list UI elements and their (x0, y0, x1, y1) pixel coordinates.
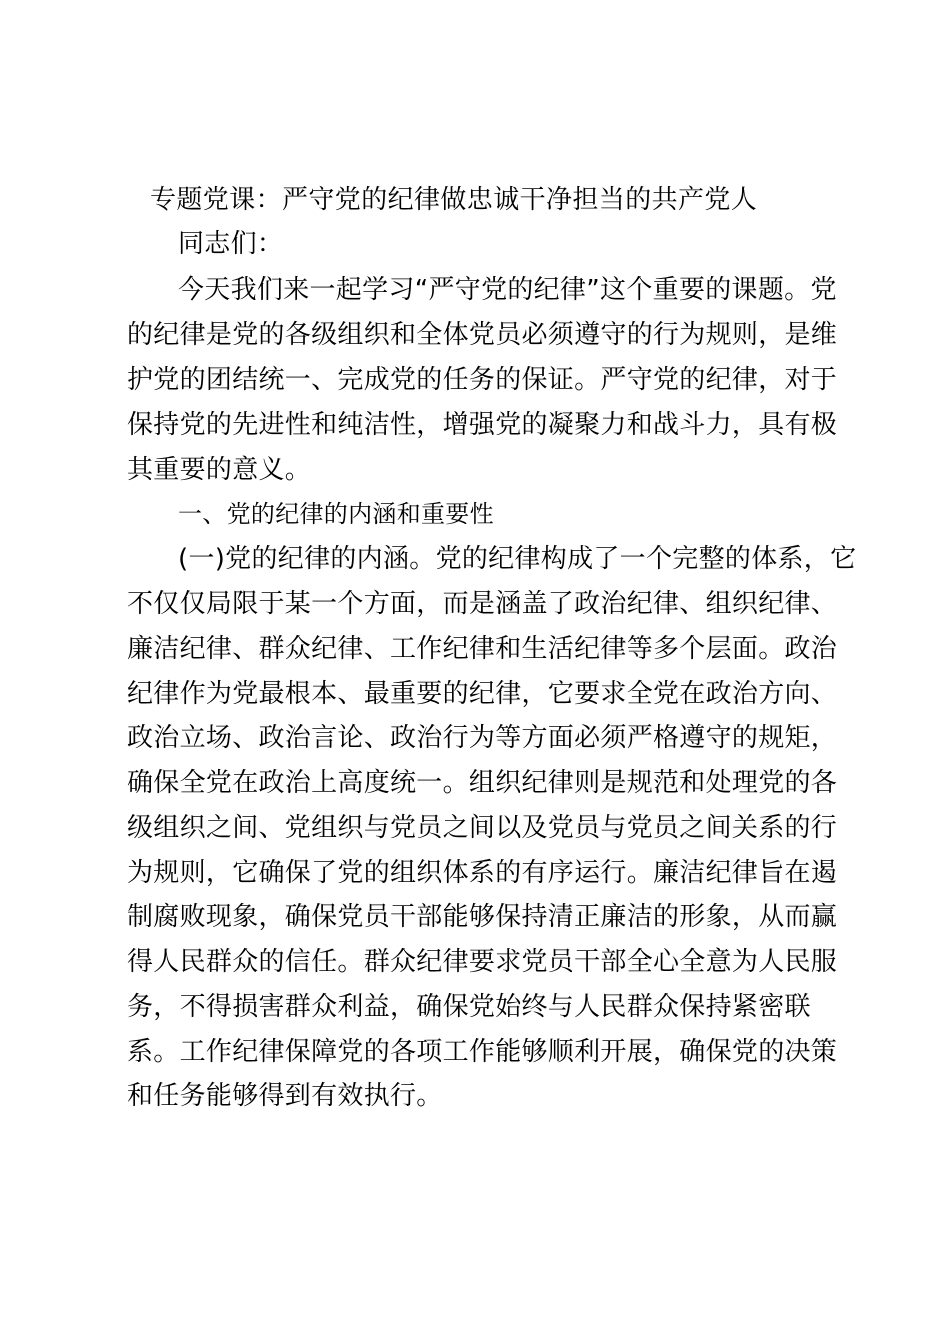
body-line: 和任务能够得到有效执行。 (127, 1081, 443, 1111)
body-line: 级组织之间、党组织与党员之间以及党员与党员之间关系的行 (127, 813, 838, 843)
intro-line: 保持党的先进性和纯洁性，增强党的凝聚力和战斗力，具有极 (127, 410, 838, 440)
body-line: 不仅仅局限于某一个方面，而是涵盖了政治纪律、组织纪律、 (127, 589, 838, 619)
body-line: (一)党的纪律的内涵。党的纪律构成了一个完整的体系，它 (178, 544, 857, 574)
body-line: 确保全党在政治上高度统一。组织纪律则是规范和处理党的各 (127, 768, 838, 798)
body-line: 得人民群众的信任。群众纪律要求党员干部全心全意为人民服 (127, 947, 838, 977)
intro-line: 今天我们来一起学习“严守党的纪律”这个重要的课题。党 (178, 275, 837, 305)
body-line: 为规则，它确保了党的组织体系的有序运行。廉洁纪律旨在遏 (127, 858, 838, 888)
body-line: 纪律作为党最根本、最重要的纪律，它要求全党在政治方向、 (127, 679, 838, 709)
section-heading: 一、党的纪律的内涵和重要性 (178, 500, 494, 528)
body-line: 务，不得损害群众利益，确保党始终与人民群众保持紧密联 (127, 992, 811, 1022)
body-line: 廉洁纪律、群众纪律、工作纪律和生活纪律等多个层面。政治 (127, 634, 838, 664)
body-line: 政治立场、政治言论、政治行为等方面必须严格遵守的规矩， (127, 723, 838, 753)
intro-line: 其重要的意义。 (127, 455, 312, 485)
salutation: 同志们： (178, 229, 284, 259)
body-line: 制腐败现象，确保党员干部能够保持清正廉洁的形象，从而赢 (127, 902, 838, 932)
intro-line: 的纪律是党的各级组织和全体党员必须遵守的行为规则，是维 (127, 320, 838, 350)
document-title: 专题党课：严守党的纪律做忠诚干净担当的共产党人 (150, 185, 758, 215)
body-line: 系。工作纪律保障党的各项工作能够顺利开展，确保党的决策 (127, 1037, 838, 1067)
intro-line: 护党的团结统一、完成党的任务的保证。严守党的纪律，对于 (127, 365, 838, 395)
